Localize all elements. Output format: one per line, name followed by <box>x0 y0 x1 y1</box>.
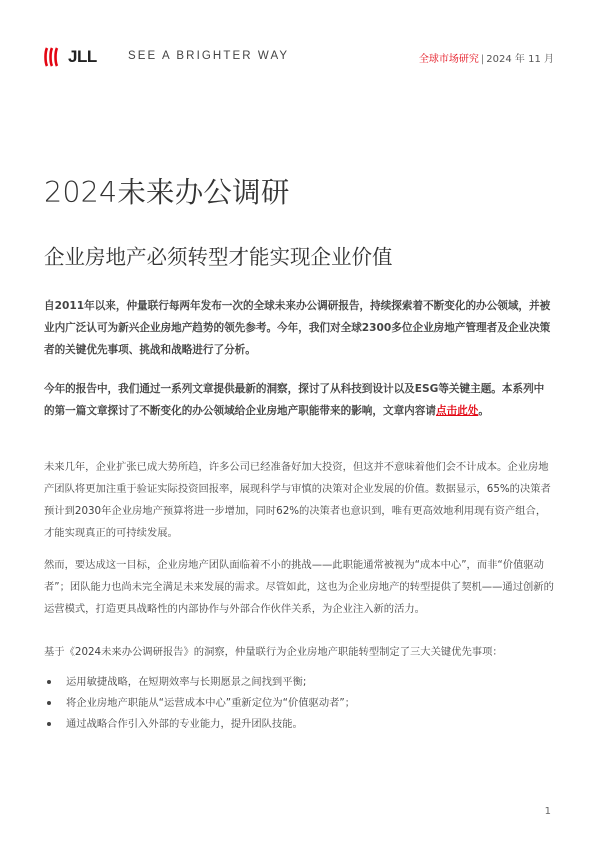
click-here-link[interactable]: 点击此处 <box>435 405 479 417</box>
bullet-icon <box>47 701 51 705</box>
header-category: 全球市场研究 <box>418 54 479 65</box>
logo-text: JLL <box>68 47 97 66</box>
page-number: 1 <box>544 806 551 817</box>
header-meta <box>419 50 554 65</box>
body-paragraph-2: 然而，要达成这一目标，企业房地产团队面临着不小的挑战——此职能通常被视为“成本中心”，而非“价值驱动者”；团队能力也尚未完全满足未来发展的需求。尽管如此，这也为企业房地产的转型提供了契机——通过创新的运营模式，打造更具战略性的内部协作与外部合作伙伴关系，为企业注入新的活力。 <box>44 559 554 615</box>
page-header <box>44 46 554 68</box>
header-separator: | <box>480 54 485 65</box>
list-item-text: 将企业房地产职能从“运营成本中心”重新定位为“价值驱动者”； <box>66 697 356 709</box>
list-item-text: 通过战略合作引入外部的专业能力，提升团队技能。 <box>66 718 303 730</box>
body-paragraph-1: 未来几年，企业扩张已成大势所趋，许多公司已经准备好加大投资，但这并不意味着他们会不计成本。企业房地产团队将更加注重于验证实际投资回报率，展现科学与审慎的决策对企业发展的价值。数据显示，65%的决策者预计到2030年企业房地产预算将进一步增加，同时62%的决策者也意识到，唯有更高效地利用现有资产组合，才能实现真正的可持续发展。 <box>44 461 551 539</box>
list-item <box>44 672 554 693</box>
priority-list <box>44 672 554 735</box>
list-item <box>44 693 554 714</box>
body-paragraph-3: 基于《2024未来办公调研报告》的洞察，仲量联行为企业房地产职能转型制定了三大关键优先事项： <box>44 646 503 658</box>
bullet-icon <box>47 722 51 726</box>
tagline: SEE A BRIGHTER WAY <box>128 50 290 62</box>
intro-paragraph-2 <box>44 378 554 422</box>
intro-2-text: 今年的报告中，我们通过一系列文章提供最新的洞察，探讨了从科技到设计以及ESG等关键主题。本系列中的第一篇文章探讨了不断变化的办公领域给企业房地产职能带来的影响，文章内容请 <box>44 383 545 417</box>
page-title: 2024未来办公调研 <box>44 176 290 209</box>
intro-2-end: 。 <box>478 405 489 417</box>
jll-logo-icon <box>44 46 64 68</box>
bullet-icon <box>47 680 51 684</box>
list-item-text: 运用敏捷战略，在短期效率与长期愿景之间找到平衡; <box>66 676 307 688</box>
list-item <box>44 714 554 735</box>
page-subtitle: 企业房地产必须转型才能实现企业价值 <box>44 245 393 269</box>
header-date: 2024 年 11 月 <box>486 54 554 65</box>
intro-paragraph-1: 自2011年以来，仲量联行每两年发布一次的全球未来办公调研报告，持续探索着不断变化的办公领域，并被业内广泛认可为新兴企业房地产趋势的领先参考。今年，我们对全球2300多位企业房地产管理者及企业决策者的关键优先事项、挑战和战略进行了分析。 <box>44 300 551 356</box>
jll-logo <box>44 46 97 68</box>
